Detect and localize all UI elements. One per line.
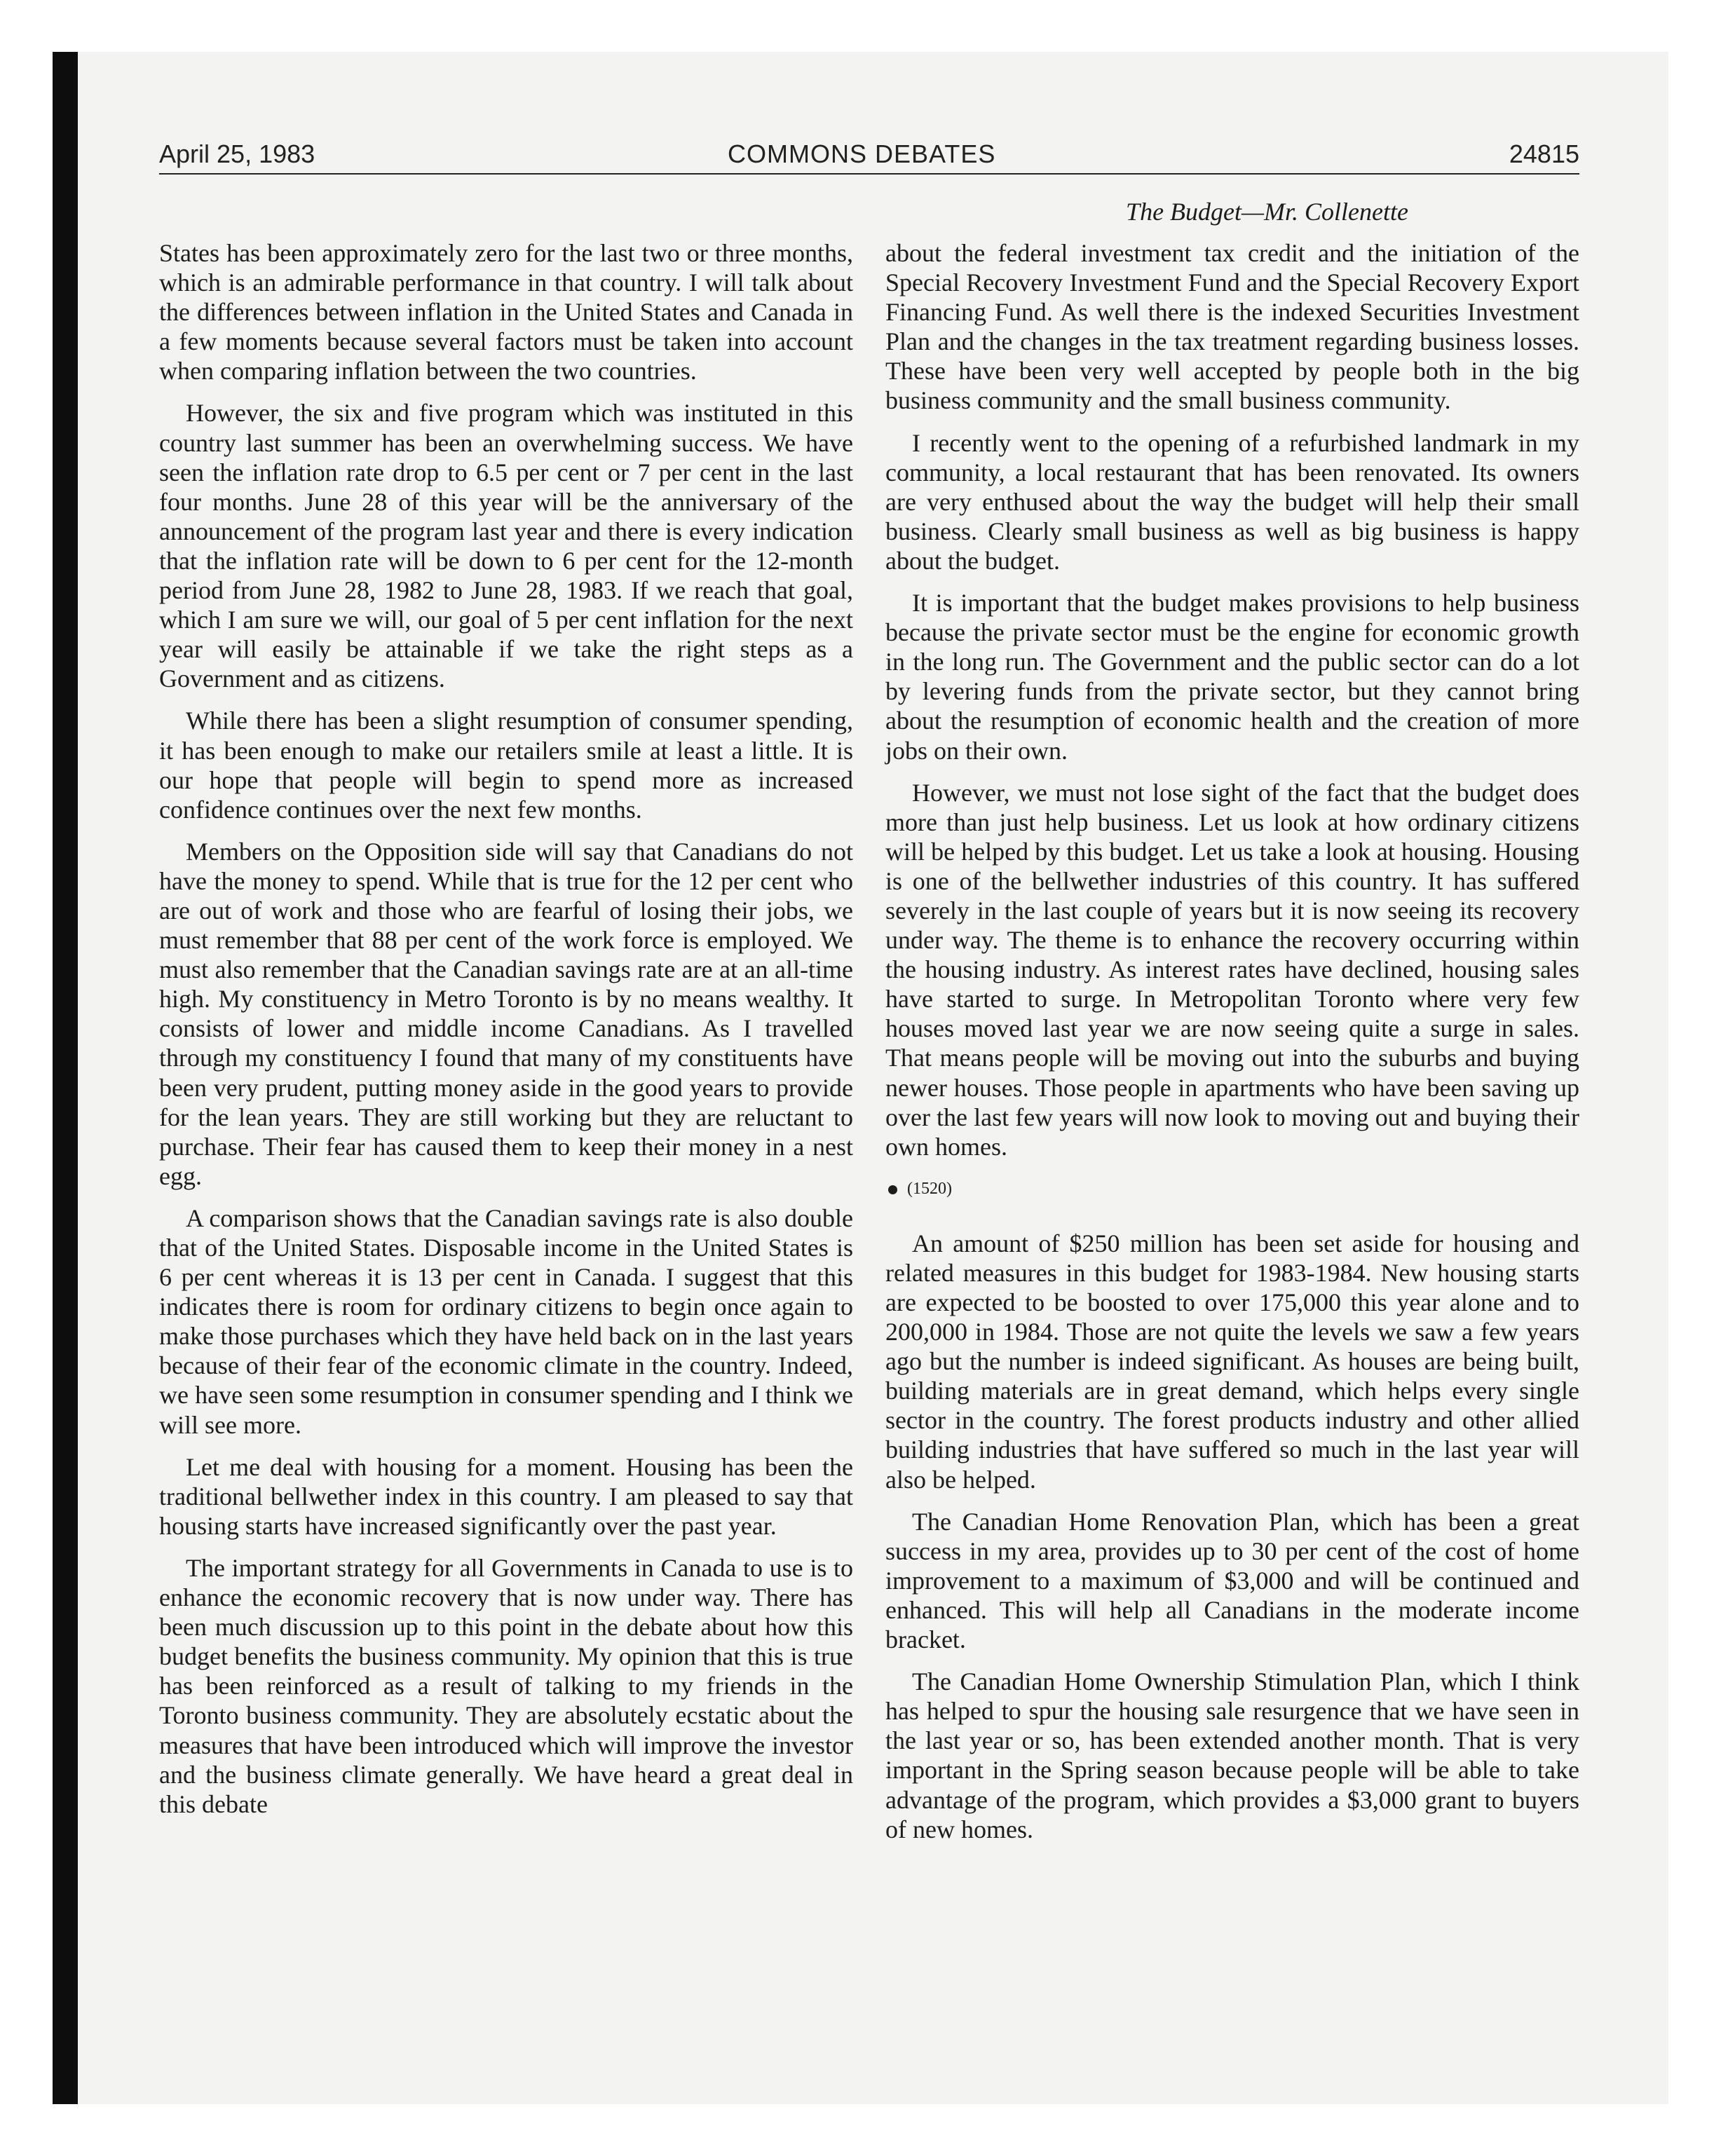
header-page-number: 24815 xyxy=(1509,139,1579,168)
paragraph: However, we must not lose sight of the fact that the budget does more than just help business. Let us look at how ordinary citizens will be helped by this budget. Let us take a look at housing. Housing is one of the bellwether industries of this country. It has suffered severely in the last couple of years but it is now seeing its recovery under way. The theme is to enhance the recovery occurring within the housing industry. As interest rates have declined, housing sales have started to surge. In Metropolitan Toronto where very few houses moved last year we are now seeing quite a surge in sales. That means people will be moving out into the suburbs and buying newer houses. Those people in apartments who have been saving up over the last few years will now look to moving out and buying their own homes. xyxy=(885,778,1579,1161)
running-head: The Budget—Mr. Collenette xyxy=(1126,198,1408,226)
paragraph: The Canadian Home Ownership Stimulation Plan, which I think has helped to spur the housing sale resurgence that we have seen in the last year or so, has been extended another month. That is very important in the Spring season because people will be able to take advantage of the program, which provides a $3,000 grant to buyers of new homes. xyxy=(885,1667,1579,1843)
paragraph: An amount of $250 million has been set aside for housing and related measures in this budget for 1983-1984. New housing starts are expected to be boosted to over 175,000 this year alone and to 200,000 in 1984. Those are not quite the levels we saw a few years ago but the number is indeed significant. As houses are being built, building materials are in great demand, which helps every single sector in the country. The forest products industry and other allied building industries that have suffered so much in the last year will also be helped. xyxy=(885,1229,1579,1494)
header-title: COMMONS DEBATES xyxy=(728,139,996,168)
paragraph: States has been approximately zero for the last two or three months, which is an admirable performance in that country. I will talk about the differences between inflation in the United States and Canada in a few moments because several factors must be taken into account when comparing inflation between the two countries. xyxy=(159,239,853,386)
right-column xyxy=(885,238,1579,1857)
left-column xyxy=(159,238,853,1831)
header-rule xyxy=(159,173,1579,175)
paragraph: However, the six and five program which was instituted in this country last summer has been an overwhelming success. We have seen the inflation rate drop to 6.5 per cent or 7 per cent in the last four months. June 28 of this year will be the anniversary of the announcement of the program last year and there is every indication that the inflation rate will be down to 6 per cent for the 12-month period from June 28, 1982 to June 28, 1983. If we reach that goal, which I am sure we will, our goal of 5 per cent inflation for the next year will easily be attainable if we take the right steps as a Government and as citizens. xyxy=(159,399,853,693)
paragraph: It is important that the budget makes provisions to help business because the private sector must be the engine for economic growth in the long run. The Government and the public sector can do a lot by levering funds from the private sector, but they cannot bring about the resumption of economic health and the creation of more jobs on their own. xyxy=(885,589,1579,765)
paragraph: While there has been a slight resumption of consumer spending, it has been enough to make our retailers smile at least a little. It is our hope that people will begin to spend more as increased confidence continues over the next few months. xyxy=(159,707,853,824)
paragraph: Let me deal with housing for a moment. Housing has been the traditional bellwether index in this country. I am pleased to say that housing starts have increased significantly over the past year. xyxy=(159,1452,853,1540)
time-stamp xyxy=(885,1174,1579,1203)
paragraph: Members on the Opposition side will say that Canadians do not have the money to spend. While that is true for the 12 per cent who are out of work and those who are fearful of losing their jobs, we must remember that 88 per cent of the work force is employed. We must also remember that the Canadian savings rate are at an all-time high. My constituency in Metro Toronto is by no means wealthy. It consists of lower and middle income Canadians. As I travelled through my constituency I found that many of my constituents have been very prudent, putting money aside in the good years to provide for the lean years. They are still working but they are reluctant to purchase. Their fear has caused them to keep their money in a nest egg. xyxy=(159,837,853,1190)
paragraph: I recently went to the opening of a refurbished landmark in my community, a local restaurant that has been renovated. Its owners are very enthused about the way the budget will help their small business. Clearly small business as well as big business is happy about the budget. xyxy=(885,428,1579,575)
scan-border xyxy=(53,52,78,2104)
paragraph: A comparison shows that the Canadian savings rate is also double that of the United States. Disposable income in the United States is 6 per cent whereas it is 13 per cent in Canada. I suggest that this indicates there is room for ordinary citizens to begin once again to make those purchases which they have held back on in the last years because of their fear of the economic climate in the country. Indeed, we have seen some resumption in consumer spending and I think we will see more. xyxy=(159,1203,853,1439)
header-date: April 25, 1983 xyxy=(159,139,315,168)
paragraph: The important strategy for all Governments in Canada to use is to enhance the economic recovery that is now under way. There has been much discussion up to this point in the debate about how this budget benefits the business community. My opinion that this is true has been reinforced as a result of talking to my friends in the Toronto business community. They are absolutely ecstatic about the measures that have been introduced which will improve the investor and the business climate generally. We have heard a great deal in this debate xyxy=(159,1553,853,1818)
paragraph: The Canadian Home Renovation Plan, which has been a great success in my area, provides up to 30 per cent of the cost of home improvement to a maximum of $3,000 and will be continued and enhanced. This will help all Canadians in the moderate income bracket. xyxy=(885,1507,1579,1654)
bullet-icon xyxy=(888,1185,897,1194)
time-stamp-text: (1520) xyxy=(907,1179,952,1198)
paragraph: about the federal investment tax credit and the initiation of the Special Recovery Investment Fund and the Special Recovery Export Financing Fund. As well there is the indexed Securities Investment Plan and the changes in the tax treatment regarding business losses. These have been very well accepted by people both in the big business community and the small business community. xyxy=(885,239,1579,415)
